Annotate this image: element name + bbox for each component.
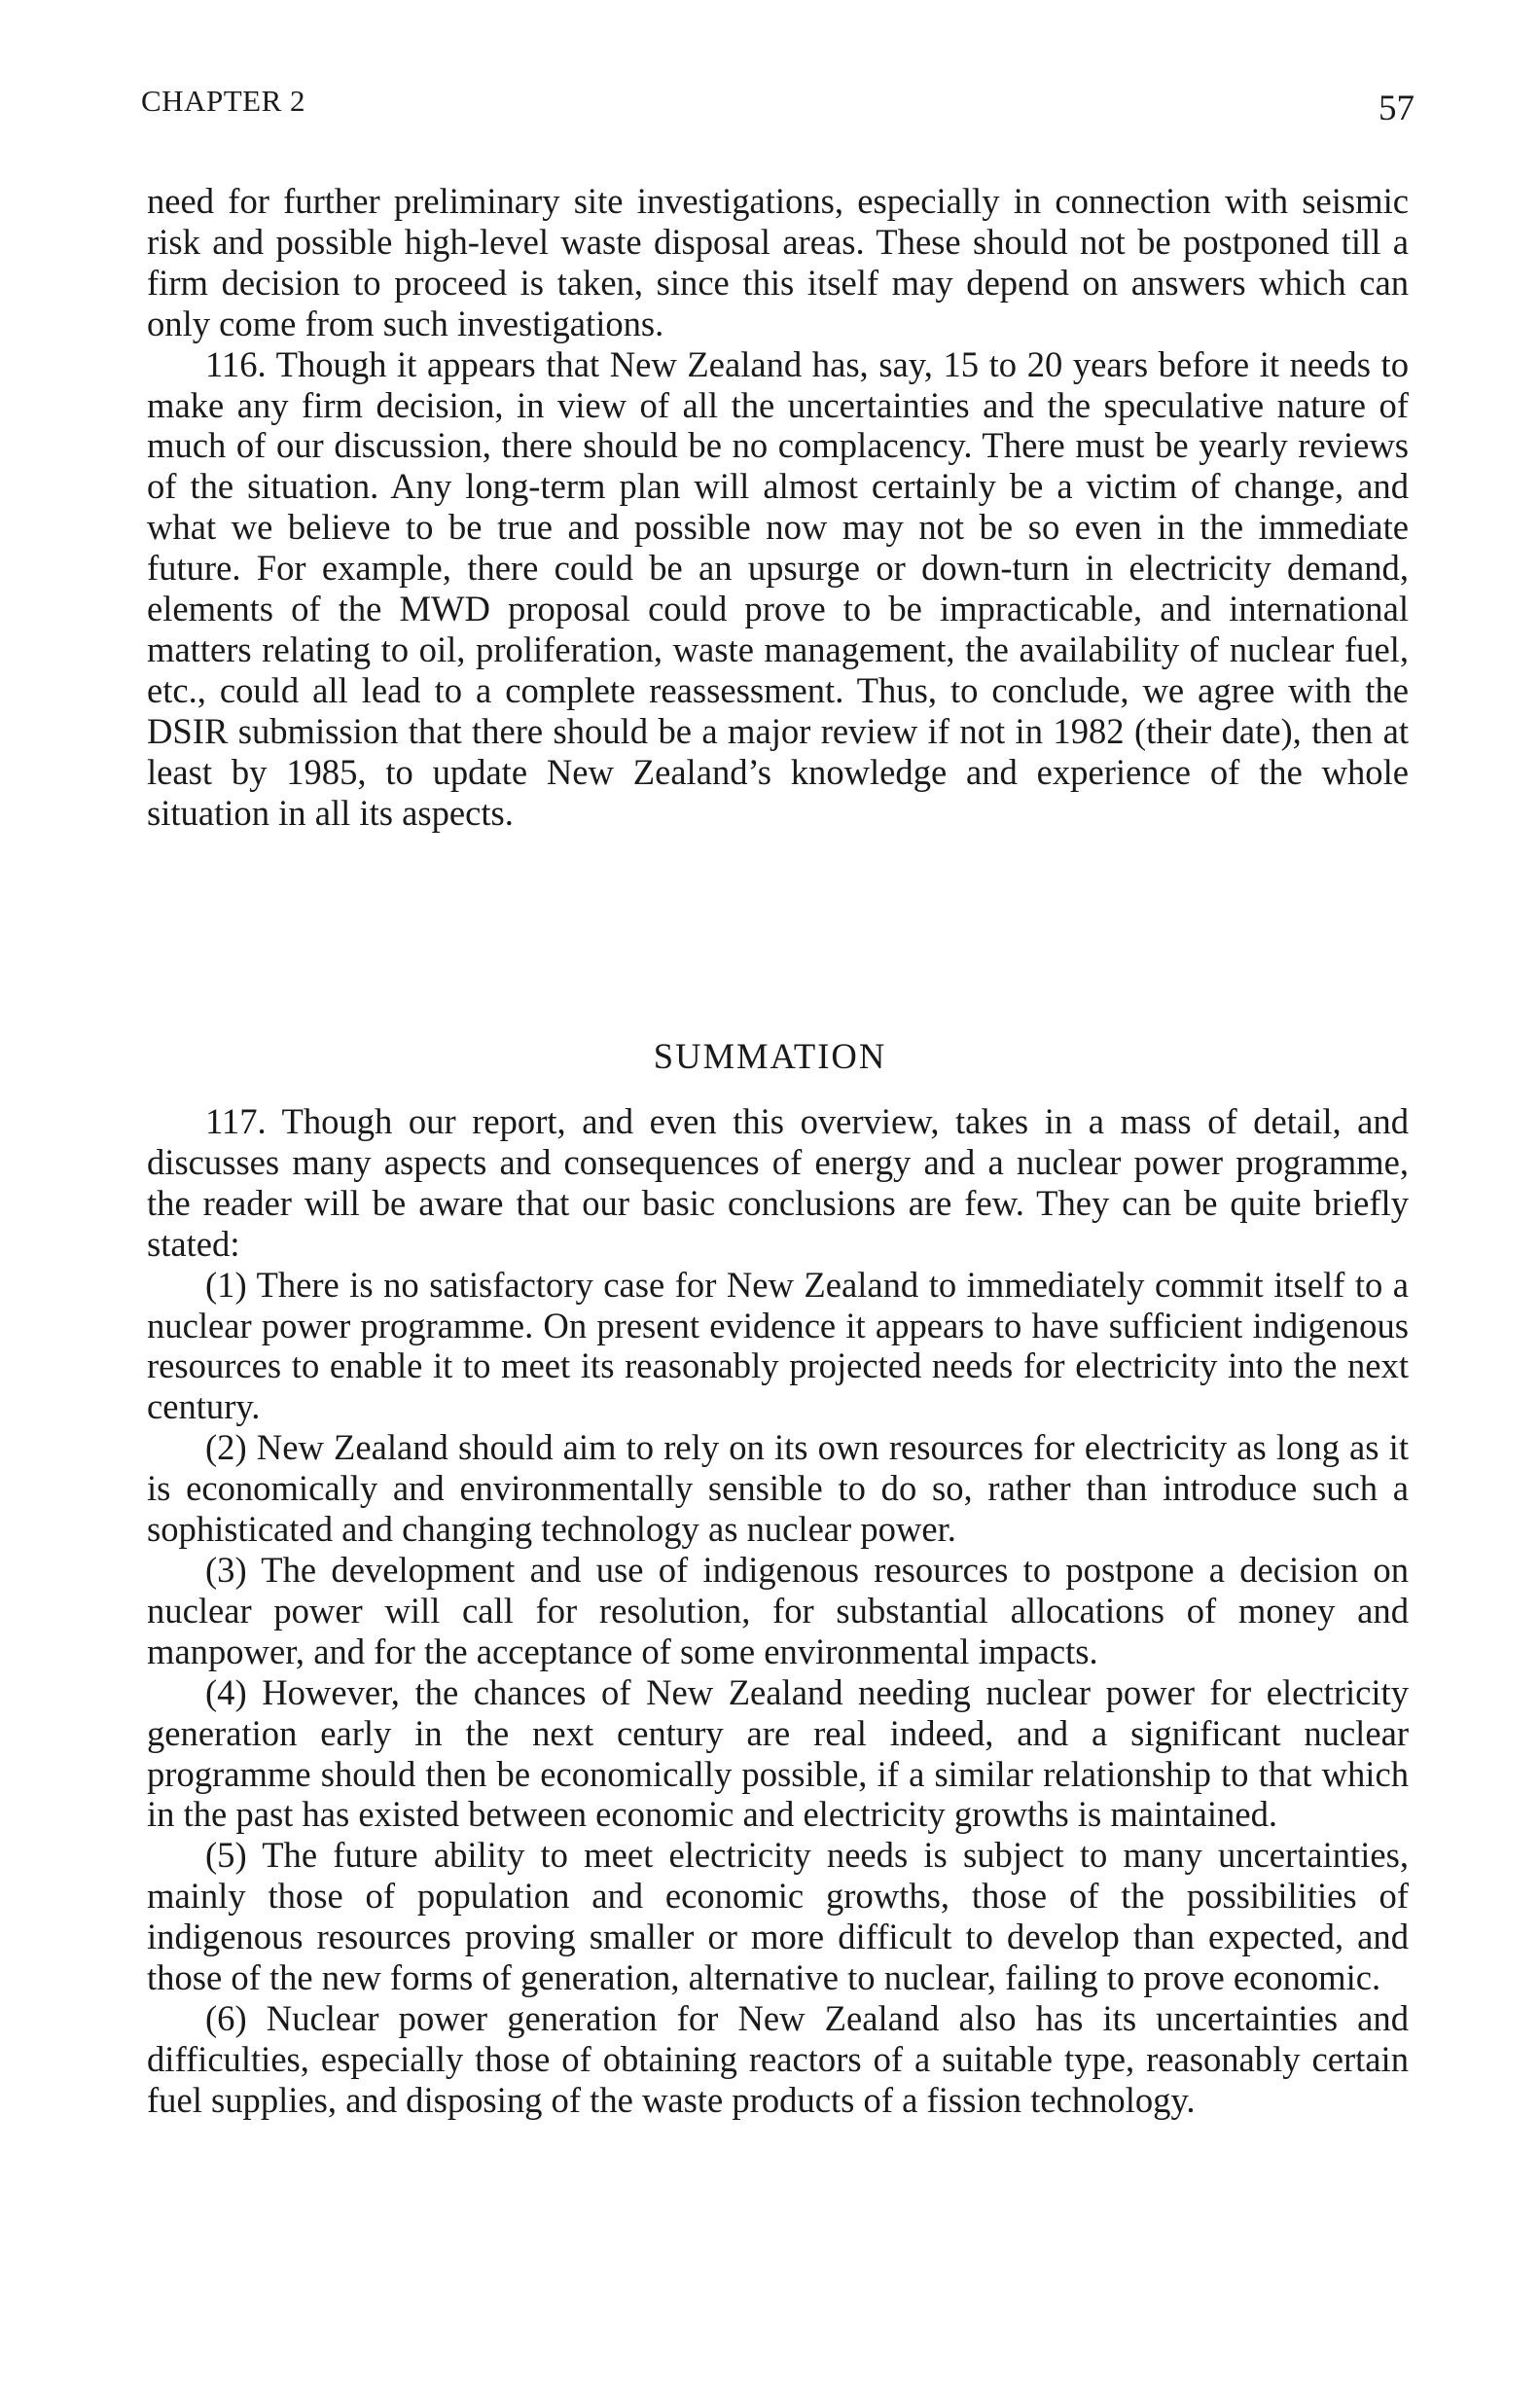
paragraph-117: 117. Though our report, and even this overview, takes in a mass of detail, and discusses many aspects and consequences of energy and a nuclear power programme, the reader will be aware that our basic conclusions are few. They can be quite briefly stated:	[147, 1101, 1409, 1264]
page-number: 57	[1379, 89, 1415, 128]
conclusion-item-6: (6) Nuclear power generation for New Zealand also has its uncertainties and difficulties, especially those of obtaining reactors of a suitable type, reasonably certain fuel supplies, and disposing of the waste products of a fission technology.	[147, 1997, 1409, 2120]
conclusion-item-1: (1) There is no satisfactory case for New Zealand to immediately commit itself to a nuclear power programme. On present evidence it appears to have sufficient indigenous resources to enable it to meet its reasonably projected needs for electricity into the next century.	[147, 1264, 1409, 1427]
paragraph-116: 116. Though it appears that New Zealand has, say, 15 to 20 years before it needs to make any firm decision, in view of all the uncertainties and the speculative nature of much of our discussion, there should be no complacency. There must be yearly reviews of the situation. Any long-term plan will almost certainly be a victim of change, and what we believe to be true and possible now may not be so even in the immediate future. For example, there could be an upsurge or down-turn in electricity demand, elements of the MWD proposal could prove to be impracticable, and international matters relating to oil, proliferation, waste management, the availability of nuclear fuel, etc., could all lead to a complete reassessment. Thus, to conclude, we agree with the DSIR submission that there should be a major review if not in 1982 (their date), then at least by 1985, to update New Zealand’s knowledge and experience of the whole situation in all its aspects.	[147, 343, 1409, 833]
summation-text-block	[147, 1101, 1409, 2121]
conclusion-item-4: (4) However, the chances of New Zealand needing nuclear power for electricity generation early in the next century are real indeed, and a significant nuclear programme should then be economically possible, if a similar relationship to that which in the past has existed between economic and electricity growths is maintained.	[147, 1671, 1409, 1835]
conclusion-item-3: (3) The development and use of indigenous resources to postpone a decision on nuclear power will call for resolution, for substantial allocations of money and manpower, and for the acceptance of some environmental impacts.	[147, 1549, 1409, 1671]
section-heading-summation: SUMMATION	[653, 1036, 887, 1076]
running-head: CHAPTER 2	[141, 84, 305, 118]
conclusion-item-5: (5) The future ability to meet electricity needs is subject to many uncertainties, mainly those of population and economic growths, those of the possibilities of indigenous resources proving smaller or more difficult to develop than expected, and those of the new forms of generation, alternative to nuclear, failing to prove economic.	[147, 1835, 1409, 1998]
continued-text-block	[147, 181, 1409, 834]
paragraph-continued: need for further preliminary site investigations, especially in connection with seismic risk and possible high-level waste disposal areas. These should not be postponed till a firm decision to proceed is taken, since this itself may depend on answers which can only come from such investigations.	[147, 181, 1409, 343]
conclusion-item-2: (2) New Zealand should aim to rely on its own resources for electricity as long as it is economically and environmentally sensible to do so, rather than introduce such a sophisticated and changing technology as nuclear power.	[147, 1427, 1409, 1550]
